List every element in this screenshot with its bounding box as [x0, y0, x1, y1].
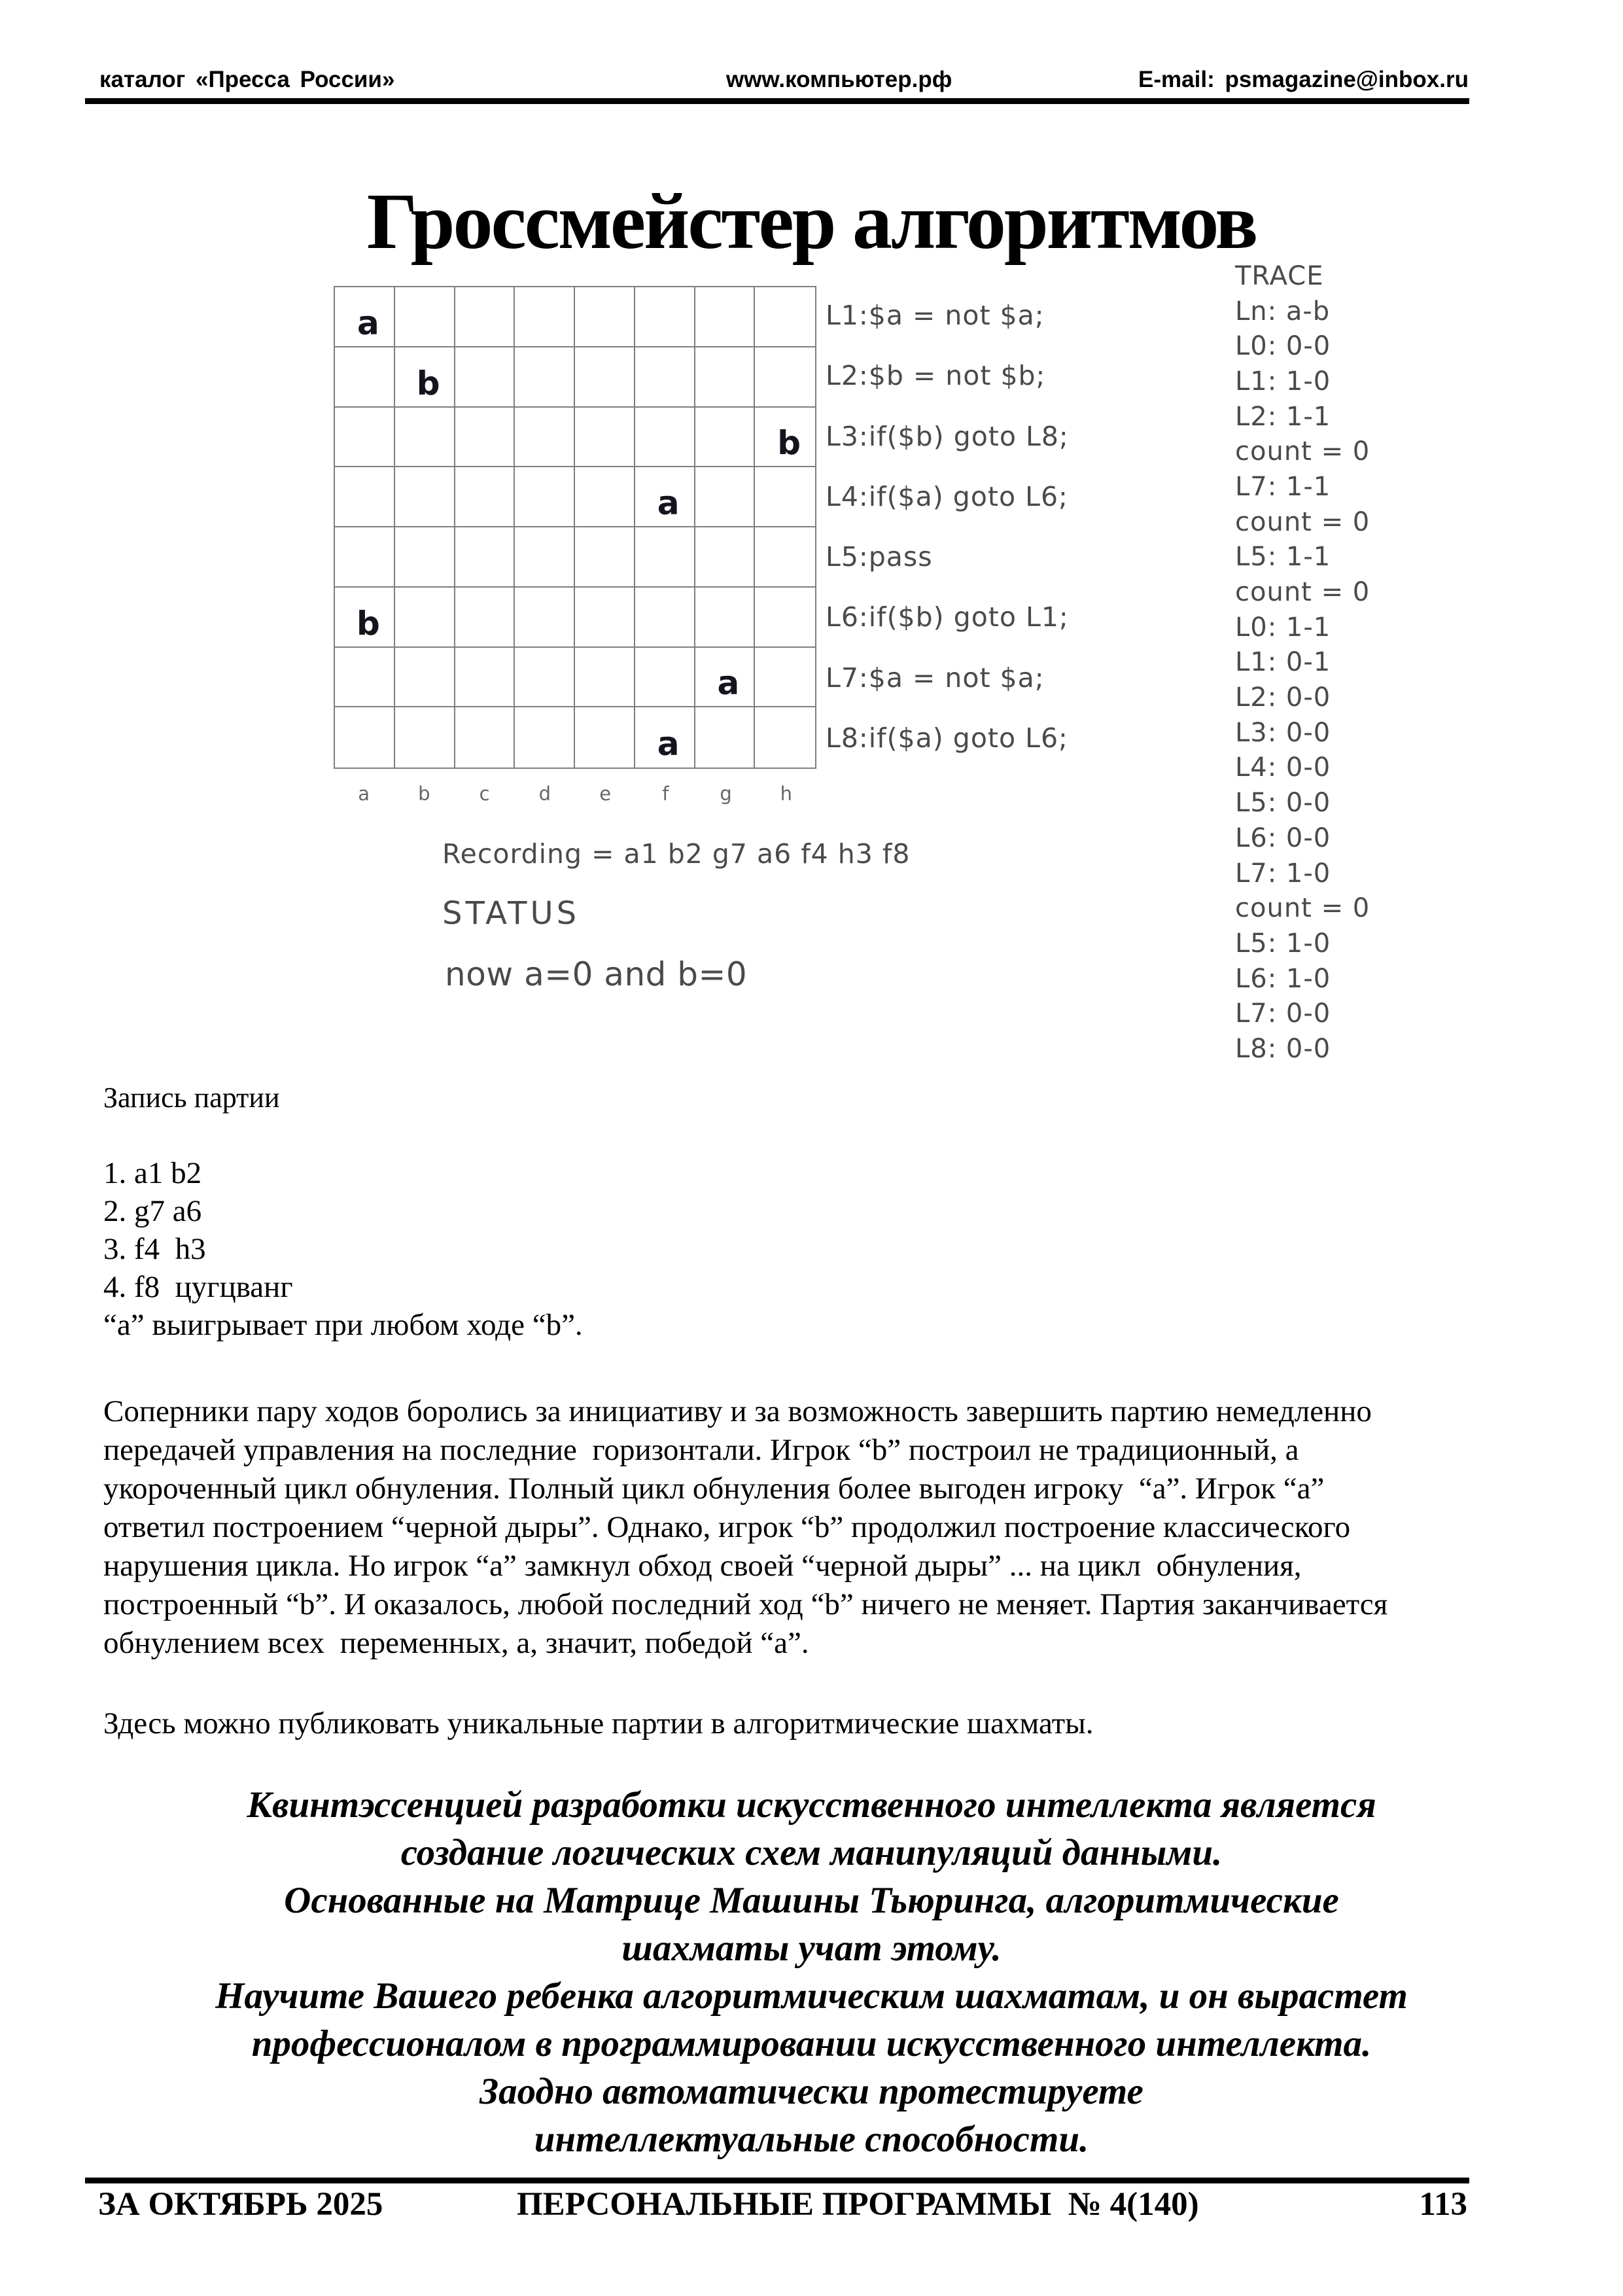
trace-line-17: L7: 1-0 [1235, 858, 1331, 889]
trace-line-12: L2: 0-0 [1235, 682, 1331, 713]
board-cell-g5 [695, 527, 756, 588]
board-file-labels [334, 783, 816, 805]
board-cell-b3 [395, 408, 455, 468]
program-line-5: L5:pass [826, 541, 933, 573]
status-line: now a=0 and b=0 [445, 955, 748, 993]
status-heading: STATUS [442, 895, 580, 932]
board-cell-h2 [755, 347, 815, 408]
trace-line-2: L0: 0-0 [1235, 331, 1331, 362]
board-cell-a2 [335, 347, 395, 408]
board-cell-a7 [335, 648, 395, 708]
board-cell-c1 [455, 287, 515, 347]
program-line-7: L7:$a = not $a; [826, 662, 1045, 694]
trace-line-1: Ln: a-b [1235, 296, 1331, 327]
board-cell-b7 [395, 648, 455, 708]
file-label-h: h [780, 783, 793, 805]
slogan-line-4: шахматы учат этому. [621, 1928, 1002, 1969]
slogan-line-1: Квинтэссенцией разработки искусственного интеллекта является [247, 1784, 1376, 1826]
trace-line-8: L5: 1-1 [1235, 542, 1331, 573]
board-cell-d8 [515, 707, 575, 768]
board-cell-c4 [455, 467, 515, 527]
trace-line-9: count = 0 [1235, 577, 1370, 608]
board-cell-f4 [635, 467, 695, 527]
board-cell-a3 [335, 408, 395, 468]
board-piece-a6: b [356, 604, 380, 643]
program-line-6: L6:if($b) goto L1; [826, 601, 1069, 633]
trace-line-18: count = 0 [1235, 893, 1370, 924]
paragraph-line-5: нарушения цикла. Но игрок “a” замкнул обход своей “черной дыры” ... на цикл обнуления, [103, 1548, 1302, 1583]
header-site: www.компьютер.рф [726, 67, 952, 92]
board-piece-a1: a [357, 304, 379, 342]
board-cell-h7 [755, 648, 815, 708]
header-email: E-mail: psmagazine@inbox.ru [1138, 67, 1469, 92]
board-piece-b2: b [416, 364, 440, 402]
footer-rule [85, 2178, 1469, 2183]
board-cell-h4 [755, 467, 815, 527]
board-cell-d3 [515, 408, 575, 468]
board-cell-e4 [575, 467, 635, 527]
board-cell-e7 [575, 648, 635, 708]
board-cell-c6 [455, 588, 515, 648]
article-paragraph [103, 1392, 1387, 1662]
trace-line-10: L0: 1-1 [1235, 612, 1331, 643]
paragraph-line-7: обнулением всех переменных, а, значит, победой “a”. [103, 1625, 809, 1660]
board-cell-g4 [695, 467, 756, 527]
recording-line: Recording = a1 b2 g7 a6 f4 h3 f8 [442, 838, 911, 870]
board-cell-b4 [395, 467, 455, 527]
publish-note: Здесь можно публиковать уникальные партии в алгоритмические шахматы. [103, 1706, 1094, 1740]
board-cell-f8 [635, 707, 695, 768]
page-title: Гроссмейстер алгоритмов [366, 177, 1257, 266]
board-piece-h3: b [777, 424, 801, 463]
board-piece-f8: a [657, 725, 680, 764]
footer-journal: ПЕРСОНАЛЬНЫЕ ПРОГРАММЫ № 4(140) [517, 2186, 1199, 2223]
file-label-c: c [479, 783, 490, 805]
trace-line-22: L8: 0-0 [1235, 1033, 1331, 1064]
board-cell-b8 [395, 707, 455, 768]
trace-line-14: L4: 0-0 [1235, 752, 1331, 783]
file-label-a: a [358, 783, 370, 805]
record-heading: Запись партии [103, 1082, 280, 1114]
program-line-1: L1:$a = not $a; [826, 300, 1045, 332]
file-label-f: f [662, 783, 669, 805]
board-cell-d4 [515, 467, 575, 527]
board-cell-a8 [335, 707, 395, 768]
trace-line-15: L5: 0-0 [1235, 788, 1331, 819]
slogan-line-6: профессионалом в программировании искусственного интеллекта. [251, 2023, 1372, 2064]
slogan-line-5: Научите Вашего ребенка алгоритмическим шахматам, и он вырастет [215, 1975, 1408, 2017]
board-cell-c3 [455, 408, 515, 468]
header-rule [85, 98, 1469, 104]
board-cell-f7 [635, 648, 695, 708]
board-cell-f2 [635, 347, 695, 408]
record-note: “a” выигрывает при любом ходе “b”. [103, 1308, 583, 1342]
board-cell-g1 [695, 287, 756, 347]
board-cell-f1 [635, 287, 695, 347]
program-line-2: L2:$b = not $b; [826, 360, 1046, 392]
board-cell-h3 [755, 408, 815, 468]
board-cell-c5 [455, 527, 515, 588]
board-cell-f3 [635, 408, 695, 468]
board-cell-e5 [575, 527, 635, 588]
trace-line-16: L6: 0-0 [1235, 822, 1331, 853]
board-cell-d6 [515, 588, 575, 648]
trace-panel [1235, 258, 1370, 1067]
board-cell-h1 [755, 287, 815, 347]
footer-issue: ЗА ОКТЯБРЬ 2025 [98, 2186, 383, 2223]
file-label-d: d [538, 783, 551, 805]
board-cell-h6 [755, 588, 815, 648]
program-line-8: L8:if($a) goto L6; [826, 722, 1068, 754]
slogan-block [0, 1781, 1623, 2163]
trace-line-6: L7: 1-1 [1235, 471, 1331, 502]
paragraph-line-4: ответил построением “черной дыры”. Однако, игрок “b” продолжил построение классического [103, 1510, 1351, 1544]
trace-line-5: count = 0 [1235, 436, 1370, 467]
file-label-e: e [599, 783, 612, 805]
trace-line-7: count = 0 [1235, 506, 1370, 537]
board-cell-e3 [575, 408, 635, 468]
board-cell-c8 [455, 707, 515, 768]
trace-line-3: L1: 1-0 [1235, 366, 1331, 397]
trace-title: TRACE [1235, 260, 1324, 291]
move-item-3: 3. f4 h3 [103, 1232, 206, 1266]
board-cell-h5 [755, 527, 815, 588]
paragraph-line-3: укороченный цикл обнуления. Полный цикл обнуления более выгоден игроку “a”. Игрок “a” [103, 1471, 1325, 1506]
footer-page-number: 113 [1419, 2186, 1467, 2223]
board-cell-d7 [515, 648, 575, 708]
board-cell-e2 [575, 347, 635, 408]
move-item-1: 1. a1 b2 [103, 1156, 202, 1190]
program-line-4: L4:if($a) goto L6; [826, 480, 1068, 512]
program-line-3: L3:if($b) goto L8; [826, 420, 1069, 452]
board-cell-b1 [395, 287, 455, 347]
board-cell-a6 [335, 588, 395, 648]
trace-line-4: L2: 1-1 [1235, 401, 1331, 432]
board-cell-d2 [515, 347, 575, 408]
slogan-line-7: Заодно автоматически протестируете [480, 2071, 1143, 2112]
trace-line-11: L1: 0-1 [1235, 647, 1331, 678]
board-cell-h8 [755, 707, 815, 768]
paragraph-line-2: передачей управления на последние горизонтали. Игрок “b” построил не традиционный, а [103, 1432, 1299, 1467]
move-item-4: 4. f8 цугцванг [103, 1270, 293, 1304]
paragraph-line-6: построенный “b”. И оказалось, любой последний ход “b” ничего не меняет. Партия заканчивается [103, 1587, 1388, 1621]
paragraph-line-1: Соперники пару ходов боролись за инициативу и за возможность завершить партию немедленно [103, 1394, 1372, 1428]
board-cell-b5 [395, 527, 455, 588]
board-cell-a5 [335, 527, 395, 588]
header-catalog: каталог «Пресса России» [99, 67, 395, 92]
board-cell-f5 [635, 527, 695, 588]
trace-line-19: L5: 1-0 [1235, 928, 1331, 959]
board-cell-b6 [395, 588, 455, 648]
move-list [103, 1154, 293, 1306]
chess-board [334, 286, 816, 769]
board-cell-d5 [515, 527, 575, 588]
board-cell-g6 [695, 588, 756, 648]
slogan-line-2: создание логических схем манипуляций данными. [400, 1832, 1223, 1873]
board-cell-e6 [575, 588, 635, 648]
board-cell-b2 [395, 347, 455, 408]
board-cell-c2 [455, 347, 515, 408]
move-item-2: 2. g7 a6 [103, 1194, 202, 1228]
file-label-b: b [418, 783, 430, 805]
slogan-line-3: Основанные на Матрице Машины Тьюринга, алгоритмические [284, 1880, 1339, 1921]
file-label-g: g [720, 783, 732, 805]
board-cell-g8 [695, 707, 756, 768]
trace-line-21: L7: 0-0 [1235, 998, 1331, 1029]
board-cell-g7 [695, 648, 756, 708]
board-cell-e1 [575, 287, 635, 347]
board-piece-f4: a [657, 484, 680, 523]
board-cell-e8 [575, 707, 635, 768]
board-cell-g3 [695, 408, 756, 468]
trace-line-20: L6: 1-0 [1235, 963, 1331, 994]
board-cell-a1 [335, 287, 395, 347]
board-cell-a4 [335, 467, 395, 527]
board-cell-f6 [635, 588, 695, 648]
board-piece-g7: a [717, 664, 740, 703]
trace-line-13: L3: 0-0 [1235, 717, 1331, 748]
program-listing [826, 285, 1069, 768]
board-cell-d1 [515, 287, 575, 347]
slogan-line-8: интеллектуальные способности. [534, 2119, 1089, 2160]
board-cell-c7 [455, 648, 515, 708]
board-cell-g2 [695, 347, 756, 408]
